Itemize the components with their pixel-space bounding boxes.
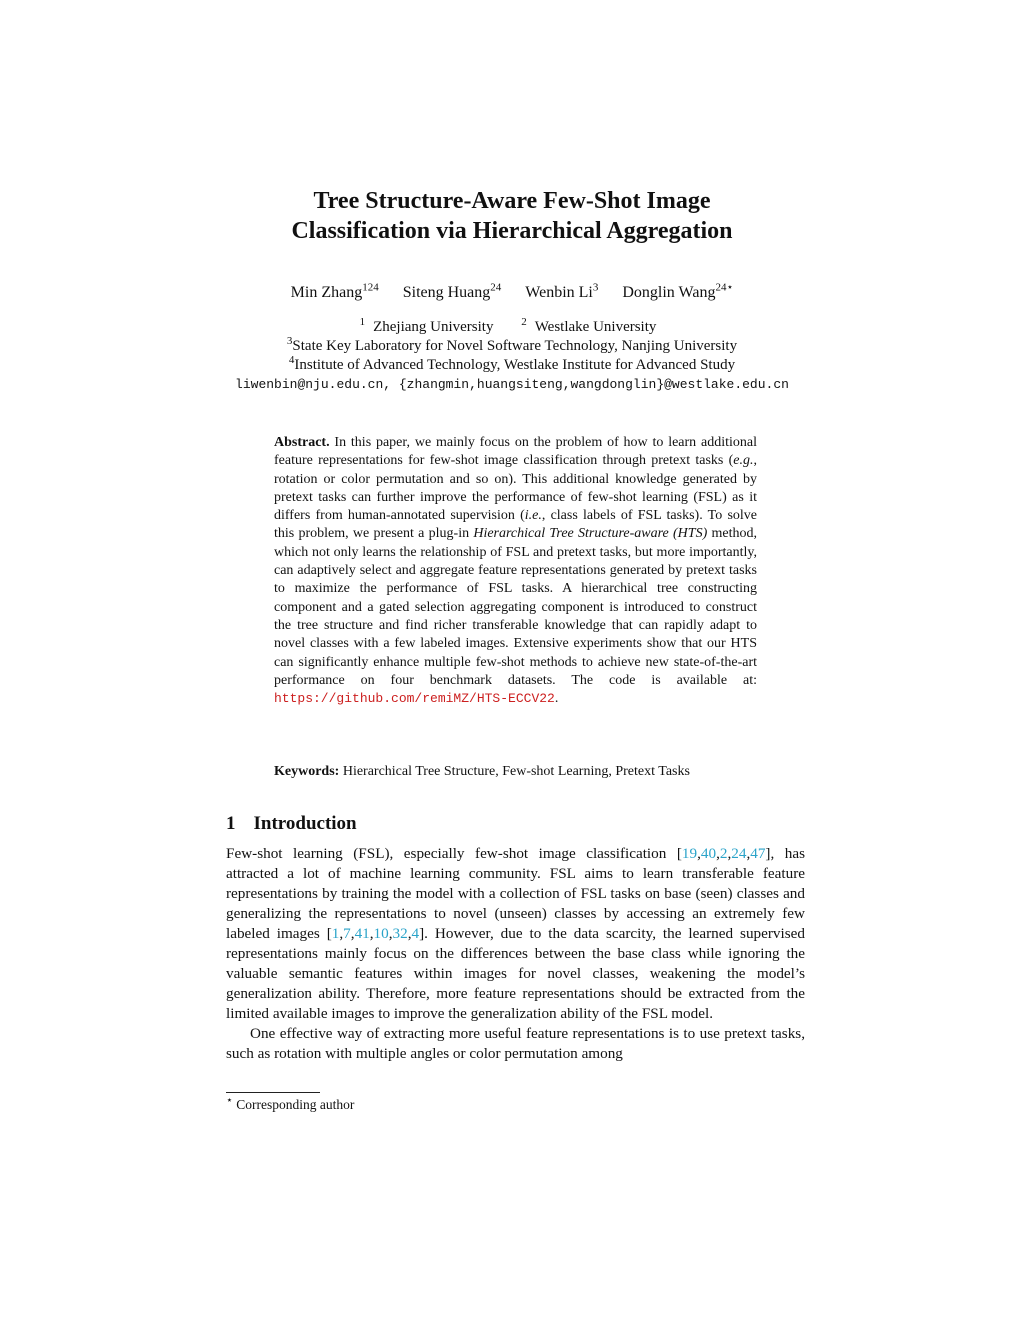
keywords (274, 763, 794, 781)
footnote-mark: ⋆ (226, 1094, 233, 1107)
abstract-text: method, which not only learns the relationship of FSL and pretext tasks, but more importantly, can adaptively select and aggregate feature representations generated by pretext tasks to maximize the performance of FSL tasks. A hierarchical tree constructing component and a gated selection aggregating component is introduced to construct the tree structure and find richer transferable knowledge that can rapidly adapt to novel classes with a few labeled images. Extensive experiments show that our HTS can significantly enhance multiple few-shot methods to achieve new state-of-the-art performance on four benchmark datasets. The code is available at: (274, 526, 757, 688)
author-sup: 3 (592, 281, 599, 294)
author-name: Wenbin Li (525, 284, 593, 301)
code-link[interactable]: https://github.com/remiMZ/HTS-ECCV22 (274, 691, 555, 707)
author-1 (290, 281, 379, 301)
keywords-text: Hierarchical Tree Structure, Few-shot Learning, Pretext Tasks (339, 764, 690, 779)
title-line-1: Tree Structure-Aware Few-Shot Image (313, 188, 711, 214)
abstract (274, 434, 757, 708)
affiliation-sup: 1 (359, 316, 366, 328)
paragraph-text: ], has attracted a lot of machine learning community. FSL aims to learn transferable feature representations by training the model with a collection of FSL tasks on base (seen) classes and generalizing the representations to novel (unseen) classes by accessing an extremely few labeled images [ (226, 845, 805, 942)
affiliation-text: Institute of Advanced Technology, Westlake Institute for Advanced Study (294, 357, 736, 373)
citation[interactable]: 40 (700, 845, 717, 862)
paper-title (0, 186, 1024, 246)
author-name: Siteng Huang (402, 284, 491, 301)
citation[interactable]: 7 (343, 925, 351, 942)
paragraph-2: One effective way of extracting more useful feature representations is to use pretext tasks, such as rotation with multiple angles or color permutation among (226, 1025, 805, 1062)
introduction-body (226, 844, 805, 1064)
affiliation-sup: 3 (286, 335, 293, 347)
citation[interactable]: 24 (731, 845, 747, 862)
affiliation-text: Zhejiang University (373, 319, 494, 335)
affiliation-sup: 4 (288, 354, 295, 366)
affiliation-4 (0, 356, 1024, 375)
author-emails: liwenbin@nju.edu.cn, {zhangmin,huangsiteng,wangdonglin}@westlake.edu.cn (235, 377, 789, 392)
affiliation-1 (359, 316, 502, 335)
abstract-text: , rotation or color permutation and so on). This additional knowledge generated by pretext tasks can further improve the performance of few-shot learning (FSL) as it differs from human-annotated supervision ( (274, 453, 757, 524)
author-sup: 124 (362, 281, 379, 294)
abstract-text: , class labels of FSL tasks). To solve this problem, we present a plug-in (274, 508, 758, 542)
author-4 (622, 281, 734, 301)
citation[interactable]: 19 (681, 845, 698, 862)
footnote (226, 1096, 354, 1113)
paragraph-text: ]. However, due to the data scarcity, the learned supervised representations mainly focus on the differences between the base class while ignoring the valuable semantic features within images for novel classes, weakening the model’s generalization ability. Therefore, more feature representations should be extracted from the limited available images to improve the generalization ability of the FSL model. (226, 925, 805, 1022)
affiliation-text: State Key Laboratory for Novel Software Technology, Nanjing University (292, 338, 738, 354)
affiliation-2 (521, 316, 664, 335)
affiliation-text: Westlake University (534, 319, 657, 335)
citation[interactable]: 32 (392, 925, 408, 942)
method-name: Hierarchical Tree Structure-aware (HTS) (473, 526, 708, 542)
paragraph-text: Few-shot learning (FSL), especially few-shot image classification [ (226, 845, 682, 862)
section-title: Introduction (253, 813, 357, 834)
abstract-italic: e.g. (733, 453, 754, 469)
author-sup: 24⋆ (715, 281, 734, 294)
title-line-2: Classification via Hierarchical Aggregation (291, 218, 733, 244)
affiliation-row-1 (0, 318, 1024, 337)
footnote-text: Corresponding author (232, 1097, 355, 1112)
affiliation-sup: 2 (521, 316, 527, 328)
author-3 (525, 281, 599, 301)
author-sup: 24 (490, 281, 502, 294)
author-list (0, 282, 1024, 304)
abstract-label: Abstract. (274, 435, 330, 450)
citation[interactable]: 4 (411, 925, 420, 942)
citation[interactable]: 41 (354, 925, 370, 942)
footnote-rule (226, 1092, 320, 1093)
abstract-italic: i.e. (524, 508, 542, 524)
abstract-text: . (554, 691, 559, 707)
abstract-text: In this paper, we mainly focus on the problem of how to learn additional feature representations for few-shot image classification through pretext tasks ( (274, 435, 757, 469)
citation[interactable]: 2 (719, 845, 728, 862)
section-number: 1 (226, 813, 236, 834)
citation[interactable]: 1 (331, 925, 340, 942)
author-name: Donglin Wang (622, 284, 716, 301)
citation[interactable]: 10 (373, 925, 389, 942)
keywords-label: Keywords: (274, 764, 340, 779)
affiliation-3 (0, 337, 1024, 356)
author-name: Min Zhang (290, 284, 363, 301)
affiliations (0, 318, 1024, 394)
author-2 (402, 281, 502, 301)
paragraph-1: Few-shot learning (FSL), especially few-shot image classification [19,40,2,24,47], has attracted a lot of machine learning community. FSL aims to learn transferable feature representations by training the model with a collection of FSL tasks on base (seen) classes and generalizing the representations to novel (unseen) classes by accessing an extremely few labeled images [1,7,41,10,32,4]. However, due to the data scarcity, the learned supervised representations mainly focus on the differences between the base class while ignoring the valuable semantic features within images for novel classes, weakening the model’s generalization ability. Therefore, more feature representations should be extracted from the limited available images to improve the generalization ability of the FSL model. (226, 845, 805, 1022)
section-heading (226, 812, 357, 836)
citation[interactable]: 47 (750, 845, 766, 862)
